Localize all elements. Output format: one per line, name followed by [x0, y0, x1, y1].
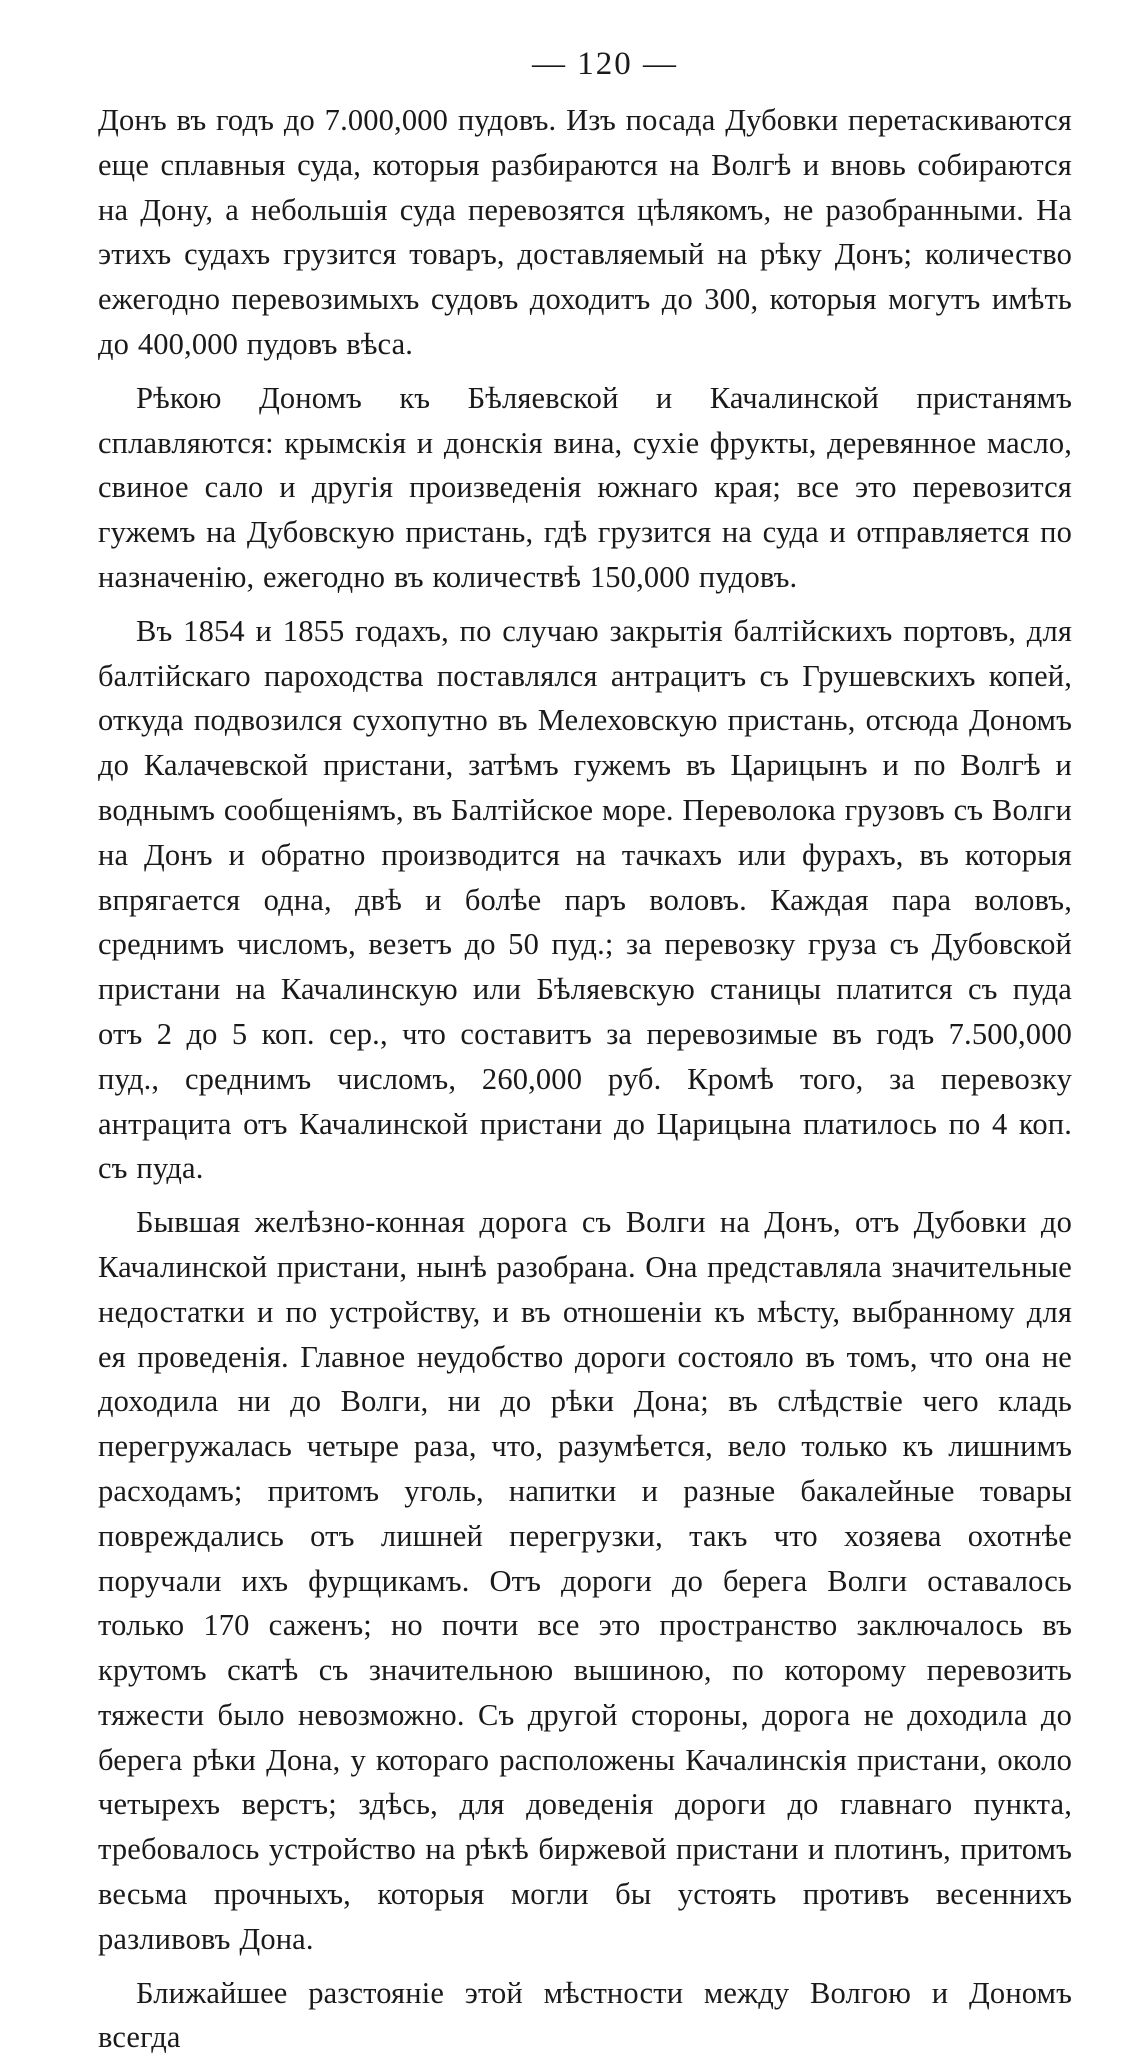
paragraph-continuation: Донъ въ годъ до 7.000,000 пудовъ. Изъ посада Дубовки перетаскиваются еще сплавныя суда, которыя разбираются на Волгѣ и вновь собираются на Дону, а небольшія суда перевозятся цѣлякомъ, не разобранными. На этихъ судахъ грузится товаръ, доставляемый на рѣку Донъ; количество ежегодно перевозимыхъ судовъ доходитъ до 300, которыя могутъ имѣть до 400,000 пудовъ вѣса.: [98, 103, 1072, 361]
page-number: — 120 —: [532, 46, 678, 82]
paragraph-nearest-distance: Ближайшее разстояніе этой мѣстности между Волгою и Дономъ всегда: [98, 1975, 1072, 2055]
paragraph-anthracite-1854: Въ 1854 и 1855 годахъ, по случаю закрытія балтійскихъ портовъ, для балтійскаго пароходства поставлялся антрацитъ съ Грушевскихъ копей, откуда подвозился сухопутно въ Мелеховскую пристань, отсюда Дономъ до Калачевской пристани, затѣмъ гужемъ въ Царицынъ и по Волгѣ и воднымъ сообщеніямъ, въ Балтійское море. Переволока грузовъ съ Волги на Донъ и обратно производится на тачкахъ или фурахъ, въ которыя впрягается одна, двѣ и болѣе паръ воловъ. Каждая пара воловъ, среднимъ числомъ, везетъ до 50 пуд.; за перевозку груза съ Дубовской пристани на Качалинскую или Бѣляевскую станицы платится съ пуда отъ 2 до 5 коп. сер., что составитъ за перевозимые въ годъ 7.500,000 пуд., среднимъ числомъ, 260,000 руб. Кромѣ того, за перевозку антрацита отъ Качалинской пристани до Царицына платилось по 4 коп. съ пуда.: [98, 613, 1072, 1186]
paragraph-don-shipments: Рѣкою Дономъ къ Бѣляевской и Качалинской пристанямъ сплавляются: крымскія и донскія вина, сухіе фрукты, деревянное масло, свиное сало и другія произведенія южнаго края; все это перевозится гужемъ на Дубовскую пристань, гдѣ грузится на суда и отправляется по назначенію, ежегодно въ количествѣ 150,000 пудовъ.: [98, 380, 1072, 594]
paragraph-horse-railway: Бывшая желѣзно-конная дорога съ Волги на Донъ, отъ Дубовки до Качалинской пристани, нынѣ разобрана. Она представляла значительные недостатки и по устройству, и въ отношеніи къ мѣсту, выбранному для ея проведенія. Главное неудобство дороги состояло въ томъ, что она не доходила ни до Волги, ни до рѣки Дона; въ слѣдствіе чего кладь перегружалась четыре раза, что, разумѣется, вело только къ лишнимъ расходамъ; притомъ уголь, напитки и разные бакалейные товары повреждались отъ лишней перегрузки, такъ что хозяева охотнѣе поручали ихъ фурщикамъ. Отъ дороги до берега Волги оставалось только 170 саженъ; но почти все это пространство заключалось въ крутомъ скатѣ съ значительною вышиною, по которому перевозить тяжести было невозможно. Съ другой стороны, дорога не доходила до берега рѣки Дона, у котораго расположены Качалинскія пристани, около четырехъ верстъ; здѣсь, для доведенія дороги до главнаго пункта, требовалось устройство на рѣкѣ биржевой пристани и плотинъ, притомъ весьма прочныхъ, которыя могли бы устоять противъ весеннихъ разливовъ Дона.: [98, 1205, 1072, 1956]
